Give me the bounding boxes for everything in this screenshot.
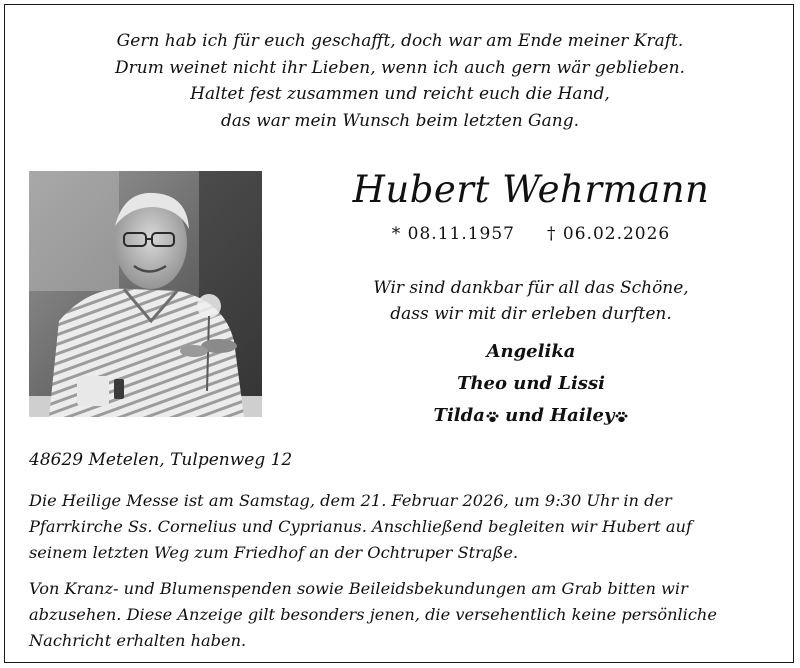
poem-line: das war mein Wunsch beim letzten Gang. (221, 110, 579, 131)
portrait-photo (29, 171, 262, 417)
poem-line: Haltet fest zusammen und reicht euch die Hand, (190, 84, 610, 104)
note-line: abzusehen. Diese Anzeige gilt besonders jenen, die versehentlich keine persönliche (29, 605, 717, 624)
deceased-name: Hubert Wehrmann (352, 168, 710, 211)
family-line: Theo und Lissi (457, 373, 605, 394)
family-line-pets (262, 400, 800, 432)
death-date: † 06.02.2026 (547, 224, 671, 244)
address: 48629 Metelen, Tulpenweg 12 (29, 450, 293, 470)
service-line: seinem letzten Weg zum Friedhof an der Ochtruper Straße. (29, 543, 519, 562)
service-info (29, 488, 771, 566)
life-dates (262, 224, 800, 244)
thanks-line: Wir sind dankbar für all das Schöne, (373, 278, 689, 298)
paw-print-icon (615, 411, 628, 423)
poem (0, 28, 800, 134)
poem-line: Gern hab ich für euch geschafft, doch war am Ende meiner Kraft. (116, 31, 684, 51)
thanks-line: dass wir mit dir erleben durften. (390, 304, 672, 324)
family-line: Angelika (486, 341, 576, 362)
birth-date: * 08.11.1957 (391, 224, 515, 244)
paw-print-icon (486, 411, 499, 423)
pet-name: und Hailey (498, 405, 615, 426)
poem-line: Drum weinet nicht ihr Lieben, wenn ich auch gern wär geblieben. (115, 57, 685, 78)
portrait-illustration (29, 171, 262, 417)
note-line: Nachricht erhalten haben. (29, 631, 247, 650)
pet-name: Tilda (433, 405, 485, 426)
donation-note (29, 576, 771, 654)
service-line: Die Heilige Messe ist am Samstag, dem 21. Februar 2026, um 9:30 Uhr in der (29, 491, 672, 510)
thanks-text (262, 275, 800, 327)
service-line: Pfarrkirche Ss. Cornelius und Cyprianus. Anschließend begleiten wir Hubert auf (29, 517, 692, 536)
family-names (262, 336, 800, 432)
note-line: Von Kranz- und Blumenspenden sowie Beileidsbekundungen am Grab bitten wir (29, 579, 688, 598)
